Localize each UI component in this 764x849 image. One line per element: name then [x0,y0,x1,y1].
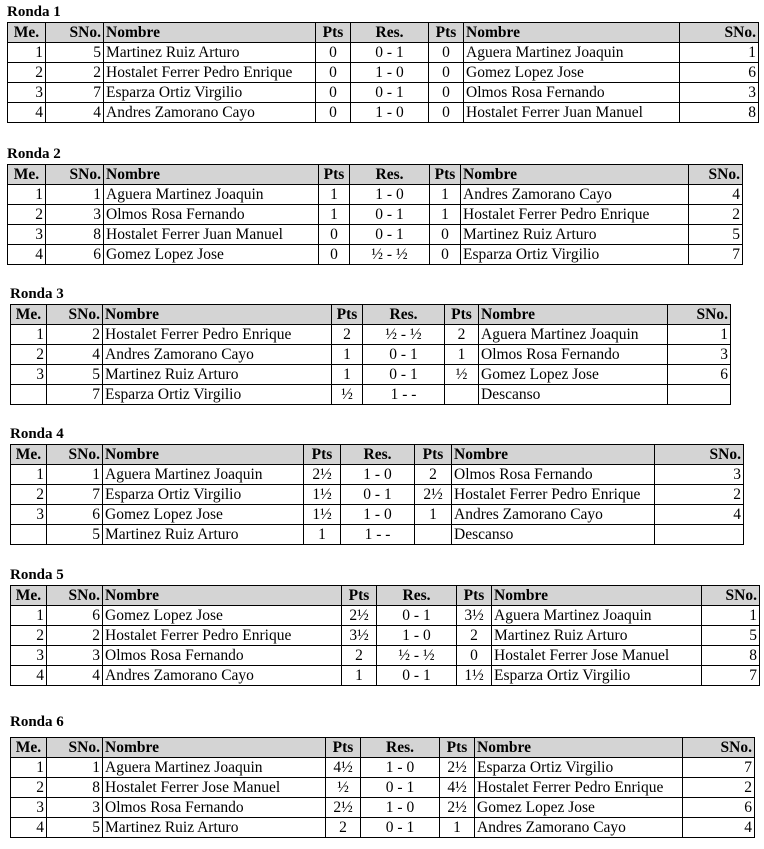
black-start-number: 3 [668,345,731,365]
header-nombre: Nombre [104,165,319,185]
black-start-number: 2 [655,485,744,505]
black-start-number: 7 [689,245,743,265]
board-number: 3 [11,646,47,666]
header-nombre: Nombre [479,305,668,325]
header-pts: Pts [316,23,351,43]
white-start-number: 7 [47,485,103,505]
black-player-name: Esparza Ortiz Virgilio [461,245,689,265]
header-nombre: Nombre [104,23,316,43]
black-player-name: Gomez Lopez Jose [464,63,680,83]
white-points: 0 [316,103,351,123]
table-row [11,345,731,365]
header-pts: Pts [304,445,341,465]
table-row [8,43,759,63]
black-points: 0 [430,245,461,265]
white-player-name: Andres Zamorano Cayo [103,345,332,365]
game-result: 0 - 1 [377,606,457,626]
game-result: 1 - 0 [351,103,429,123]
black-points: 2½ [415,485,452,505]
white-points: 0 [319,245,350,265]
black-points: 2 [457,626,492,646]
black-points: 2½ [440,798,475,818]
game-result: 0 - 1 [351,43,429,63]
game-result: ½ - ½ [363,325,445,345]
white-points: 1 [332,365,363,385]
header-sno: SNo. [47,445,103,465]
white-points: ½ [326,778,361,798]
game-result: 0 - 1 [350,205,430,225]
round-title: Ronda 5 [10,567,64,583]
pairings-table [10,304,731,405]
header-nombre: Nombre [475,738,683,758]
header-row [11,738,755,758]
board-number: 2 [11,485,47,505]
table-row [11,646,760,666]
game-result: 1 - - [363,385,445,405]
black-start-number: 1 [680,43,759,63]
black-player-name: Esparza Ortiz Virgilio [492,666,702,686]
board-number: 1 [11,758,47,778]
white-points: 3½ [342,626,377,646]
board-number: 2 [8,205,46,225]
game-result: 1 - 0 [361,798,440,818]
black-points: 1 [440,818,475,838]
black-start-number: 5 [702,626,760,646]
header-pts: Pts [415,445,452,465]
round-title: Ronda 1 [7,4,61,20]
game-result: ½ - ½ [377,646,457,666]
white-start-number: 8 [46,225,104,245]
board-number: 4 [8,245,46,265]
table-row [11,606,760,626]
black-player-name: Olmos Rosa Fernando [464,83,680,103]
header-sno: SNo. [47,738,103,758]
header-nombre: Nombre [461,165,689,185]
black-points: 0 [430,225,461,245]
white-points: 2½ [304,465,341,485]
white-start-number: 4 [47,345,103,365]
black-points [415,525,452,545]
table-row [11,505,744,525]
table-row [11,385,731,405]
black-points: 1 [415,505,452,525]
black-player-name: Descanso [479,385,668,405]
white-points: 2 [342,646,377,666]
white-start-number: 4 [47,666,103,686]
white-start-number: 2 [46,63,104,83]
white-player-name: Gomez Lopez Jose [103,606,342,626]
black-start-number: 1 [668,325,731,345]
white-player-name: Martinez Ruiz Arturo [103,818,326,838]
board-number [11,525,47,545]
white-player-name: Olmos Rosa Fernando [103,798,326,818]
game-result: 0 - 1 [361,818,440,838]
board-number [11,385,47,405]
white-start-number: 1 [46,185,104,205]
game-result: 0 - 1 [341,485,415,505]
black-player-name: Hostalet Ferrer Pedro Enrique [461,205,689,225]
header-row [11,586,760,606]
black-player-name: Andres Zamorano Cayo [475,818,683,838]
header-pts: Pts [332,305,363,325]
black-points: 4½ [440,778,475,798]
white-points: 2½ [342,606,377,626]
game-result: 0 - 1 [377,666,457,686]
black-points: 0 [429,63,464,83]
header-nombre: Nombre [492,586,702,606]
black-points: 0 [457,646,492,666]
table-row [8,63,759,83]
white-player-name: Martinez Ruiz Arturo [104,43,316,63]
white-player-name: Martinez Ruiz Arturo [103,365,332,385]
header-pts: Pts [445,305,479,325]
board-number: 3 [8,83,46,103]
header-pts: Pts [457,586,492,606]
header-me: Me. [11,445,47,465]
table-row [11,798,755,818]
board-number: 1 [11,606,47,626]
board-number: 1 [8,185,46,205]
header-me: Me. [11,738,47,758]
game-result: 0 - 1 [351,83,429,103]
header-row [11,305,731,325]
white-player-name: Gomez Lopez Jose [104,245,319,265]
game-result: 1 - 0 [341,465,415,485]
header-sno: SNo. [680,23,759,43]
black-start-number: 7 [702,666,760,686]
game-result: 0 - 1 [363,365,445,385]
header-nombre: Nombre [452,445,655,465]
black-points: 3½ [457,606,492,626]
white-start-number: 5 [47,525,103,545]
black-start-number: 1 [702,606,760,626]
black-player-name: Gomez Lopez Jose [475,798,683,818]
black-points: ½ [445,365,479,385]
white-points: 0 [316,83,351,103]
board-number: 1 [8,43,46,63]
board-number: 1 [11,465,47,485]
white-start-number: 2 [47,325,103,345]
header-sno: SNo. [47,586,103,606]
board-number: 2 [11,345,47,365]
white-points: 1 [319,185,350,205]
black-start-number: 3 [655,465,744,485]
header-res: Res. [361,738,440,758]
game-result: 1 - 0 [350,185,430,205]
white-player-name: Aguera Martinez Joaquin [103,758,326,778]
white-start-number: 8 [47,778,103,798]
header-row [11,445,744,465]
black-points [445,385,479,405]
header-sno: SNo. [683,738,755,758]
black-player-name: Olmos Rosa Fernando [452,465,655,485]
black-start-number: 6 [683,798,755,818]
round-title: Ronda 4 [10,426,64,442]
game-result: 1 - - [341,525,415,545]
white-points: 1 [332,345,363,365]
table-row [11,465,744,485]
white-player-name: Andres Zamorano Cayo [104,103,316,123]
white-points: 2 [332,325,363,345]
white-points: 2 [326,818,361,838]
header-nombre: Nombre [103,738,326,758]
header-pts: Pts [429,23,464,43]
black-points: 1 [430,185,461,205]
header-sno: SNo. [46,165,104,185]
white-start-number: 1 [47,465,103,485]
black-player-name: Descanso [452,525,655,545]
table-row [11,818,755,838]
black-player-name: Olmos Rosa Fernando [479,345,668,365]
board-number: 3 [11,798,47,818]
black-player-name: Gomez Lopez Jose [479,365,668,385]
white-start-number: 6 [47,606,103,626]
black-player-name: Andres Zamorano Cayo [452,505,655,525]
white-player-name: Aguera Martinez Joaquin [103,465,304,485]
table-row [11,365,731,385]
header-row [8,23,759,43]
white-player-name: Hostalet Ferrer Juan Manuel [104,225,319,245]
white-points: 1 [319,205,350,225]
table-row [8,245,743,265]
white-start-number: 3 [46,205,104,225]
black-start-number: 3 [680,83,759,103]
black-start-number: 6 [680,63,759,83]
header-nombre: Nombre [103,305,332,325]
game-result: 0 - 1 [350,225,430,245]
pairings-table [10,444,744,545]
table-row [11,485,744,505]
white-points: 2½ [326,798,361,818]
header-me: Me. [8,23,46,43]
board-number: 1 [11,325,47,345]
pairings-table [7,164,743,265]
black-points: 1½ [457,666,492,686]
black-points: 1 [445,345,479,365]
black-player-name: Aguera Martinez Joaquin [492,606,702,626]
game-result: 0 - 1 [363,345,445,365]
black-points: 0 [429,103,464,123]
white-points: ½ [332,385,363,405]
game-result: 1 - 0 [377,626,457,646]
black-points: 0 [429,83,464,103]
board-number: 4 [11,818,47,838]
white-player-name: Martinez Ruiz Arturo [103,525,304,545]
header-pts: Pts [342,586,377,606]
header-pts: Pts [440,738,475,758]
black-start-number: 4 [655,505,744,525]
table-row [8,103,759,123]
board-number: 3 [8,225,46,245]
black-start-number: 8 [680,103,759,123]
table-row [8,225,743,245]
white-player-name: Andres Zamorano Cayo [103,666,342,686]
black-player-name: Esparza Ortiz Virgilio [475,758,683,778]
board-number: 3 [11,365,47,385]
white-points: 0 [316,43,351,63]
header-sno: SNo. [655,445,744,465]
white-points: 1 [304,525,341,545]
round-title: Ronda 6 [10,714,64,730]
board-number: 2 [8,63,46,83]
white-start-number: 2 [47,626,103,646]
header-res: Res. [350,165,430,185]
white-start-number: 7 [46,83,104,103]
black-player-name: Martinez Ruiz Arturo [492,626,702,646]
board-number: 3 [11,505,47,525]
table-row [8,205,743,225]
white-start-number: 3 [47,646,103,666]
round-title: Ronda 2 [7,146,61,162]
board-number: 4 [8,103,46,123]
game-result: 1 - 0 [361,758,440,778]
table-row [11,525,744,545]
black-points: 2 [445,325,479,345]
header-pts: Pts [430,165,461,185]
white-start-number: 7 [47,385,103,405]
white-start-number: 5 [47,818,103,838]
white-points: 1 [342,666,377,686]
black-start-number: 2 [683,778,755,798]
black-start-number: 8 [702,646,760,666]
white-start-number: 5 [47,365,103,385]
black-player-name: Andres Zamorano Cayo [461,185,689,205]
pairings-table [7,22,759,123]
header-nombre: Nombre [464,23,680,43]
pairings-table [10,737,755,838]
board-number: 2 [11,778,47,798]
white-start-number: 4 [46,103,104,123]
game-result: 0 - 1 [361,778,440,798]
header-nombre: Nombre [103,586,342,606]
white-player-name: Esparza Ortiz Virgilio [103,385,332,405]
white-player-name: Esparza Ortiz Virgilio [104,83,316,103]
white-player-name: Hostalet Ferrer Pedro Enrique [103,325,332,345]
black-player-name: Martinez Ruiz Arturo [461,225,689,245]
header-res: Res. [341,445,415,465]
black-player-name: Hostalet Ferrer Jose Manuel [492,646,702,666]
game-result: 1 - 0 [341,505,415,525]
white-start-number: 6 [46,245,104,265]
black-start-number: 5 [689,225,743,245]
black-player-name: Aguera Martinez Joaquin [464,43,680,63]
white-points: 1½ [304,505,341,525]
header-row [8,165,743,185]
table-row [11,626,760,646]
black-player-name: Hostalet Ferrer Juan Manuel [464,103,680,123]
white-player-name: Esparza Ortiz Virgilio [103,485,304,505]
table-row [11,778,755,798]
white-player-name: Hostalet Ferrer Pedro Enrique [103,626,342,646]
white-start-number: 5 [46,43,104,63]
black-start-number: 4 [689,185,743,205]
white-player-name: Hostalet Ferrer Pedro Enrique [104,63,316,83]
white-points: 1½ [304,485,341,505]
header-nombre: Nombre [103,445,304,465]
black-start-number: 2 [689,205,743,225]
black-points: 2 [415,465,452,485]
black-points: 0 [429,43,464,63]
header-sno: SNo. [689,165,743,185]
header-me: Me. [8,165,46,185]
white-points: 0 [319,225,350,245]
table-row [8,83,759,103]
table-row [8,185,743,205]
table-row [11,325,731,345]
table-row [11,666,760,686]
board-number: 4 [11,666,47,686]
black-start-number: 7 [683,758,755,778]
header-sno: SNo. [46,23,104,43]
header-pts: Pts [326,738,361,758]
black-points: 1 [430,205,461,225]
white-player-name: Olmos Rosa Fernando [103,646,342,666]
white-player-name: Gomez Lopez Jose [103,505,304,525]
black-player-name: Hostalet Ferrer Pedro Enrique [452,485,655,505]
round-title: Ronda 3 [10,286,64,302]
header-me: Me. [11,305,47,325]
game-result: 1 - 0 [351,63,429,83]
white-player-name: Olmos Rosa Fernando [104,205,319,225]
header-sno: SNo. [47,305,103,325]
header-sno: SNo. [702,586,760,606]
white-points: 4½ [326,758,361,778]
white-start-number: 3 [47,798,103,818]
black-start-number: 6 [668,365,731,385]
black-start-number: 4 [683,818,755,838]
header-res: Res. [351,23,429,43]
black-player-name: Aguera Martinez Joaquin [479,325,668,345]
black-start-number [668,385,731,405]
black-player-name: Hostalet Ferrer Pedro Enrique [475,778,683,798]
header-res: Res. [363,305,445,325]
header-me: Me. [11,586,47,606]
white-start-number: 1 [47,758,103,778]
header-sno: SNo. [668,305,731,325]
white-player-name: Hostalet Ferrer Jose Manuel [103,778,326,798]
white-start-number: 6 [47,505,103,525]
white-points: 0 [316,63,351,83]
white-player-name: Aguera Martinez Joaquin [104,185,319,205]
header-res: Res. [377,586,457,606]
black-points: 2½ [440,758,475,778]
pairings-table [10,585,760,686]
black-start-number [655,525,744,545]
board-number: 2 [11,626,47,646]
game-result: ½ - ½ [350,245,430,265]
table-row [11,758,755,778]
header-pts: Pts [319,165,350,185]
